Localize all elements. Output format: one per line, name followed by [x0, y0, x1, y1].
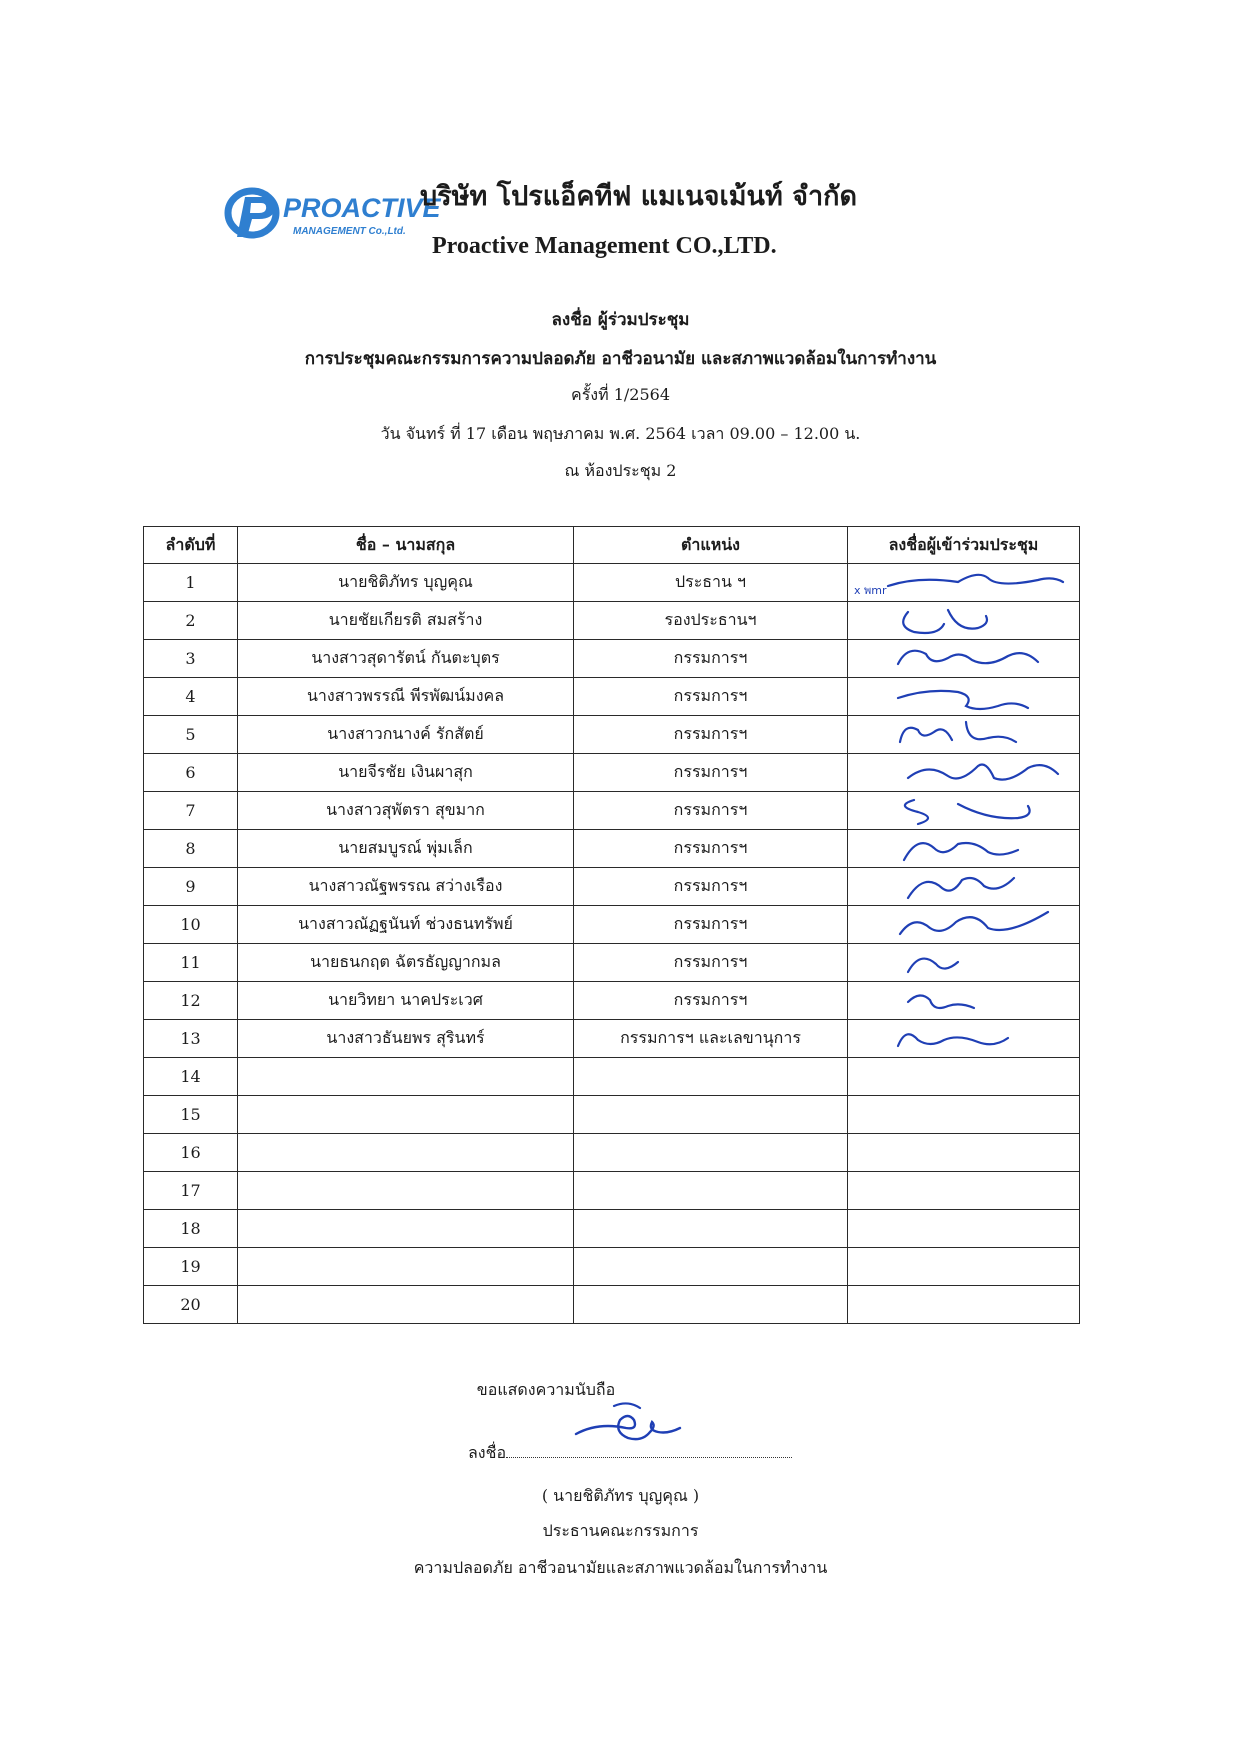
attendee-name: นางสาวสุดารัตน์ กันตะบุตร [238, 640, 574, 678]
table-row [144, 640, 1080, 678]
row-number: 3 [144, 640, 238, 678]
table-row [144, 868, 1080, 906]
signature-cell [848, 944, 1080, 982]
table-row [144, 564, 1080, 602]
col-header-signature: ลงชื่อผู้เข้าร่วมประชุม [848, 527, 1080, 564]
row-number: 13 [144, 1020, 238, 1058]
attendee-name: นายธนกฤต ฉัตรธัญญากมล [238, 944, 574, 982]
attendee-position: ประธาน ฯ [574, 564, 848, 602]
col-header-no: ลำดับที่ [144, 527, 238, 564]
handwritten-signature [848, 716, 1080, 753]
row-number: 18 [144, 1210, 238, 1248]
attendee-position: กรรมการฯ [574, 906, 848, 944]
handwritten-signature [848, 944, 1080, 981]
attendee-position [574, 1172, 848, 1210]
company-logo [225, 183, 441, 241]
attendee-position: กรรมการฯ [574, 792, 848, 830]
table-row [144, 754, 1080, 792]
signature-cell [848, 1096, 1080, 1134]
signature-cell [848, 1286, 1080, 1324]
table-row [144, 716, 1080, 754]
attendee-name: นายวิทยา นาคประเวศ [238, 982, 574, 1020]
attendee-name: นางสาวพรรณี พีรพัฒน์มงคล [238, 678, 574, 716]
signature-cell [848, 716, 1080, 754]
logo-text: PROACTIVE [283, 193, 441, 223]
signature-cell [848, 640, 1080, 678]
row-number: 1 [144, 564, 238, 602]
doc-title: ลงชื่อ ผู้ร่วมประชุม [551, 310, 690, 330]
attendee-position: กรรมการฯ [574, 982, 848, 1020]
handwritten-signature [848, 982, 1080, 1019]
attendee-position [574, 1134, 848, 1172]
signature-cell [848, 792, 1080, 830]
row-number: 17 [144, 1172, 238, 1210]
meeting-name: การประชุมคณะกรรมการความปลอดภัย อาชีวอนามัย และสภาพแวดล้อมในการทำงาน [304, 349, 937, 369]
col-header-position: ตำแหน่ง [574, 527, 848, 564]
handwritten-signature [848, 792, 1080, 829]
meeting-datetime: วัน จันทร์ ที่ 17 เดือน พฤษภาคม พ.ศ. 2564 เวลา 09.00 – 12.00 น. [380, 424, 861, 443]
attendee-position: กรรมการฯ [574, 754, 848, 792]
table-row [144, 1210, 1080, 1248]
row-number: 5 [144, 716, 238, 754]
logo-subtext: MANAGEMENT Co.,Ltd. [293, 226, 406, 237]
attendee-position: รองประธานฯ [574, 602, 848, 640]
signature-cell [848, 754, 1080, 792]
attendee-name: นางสาวธันยพร สุรินทร์ [238, 1020, 574, 1058]
table-row [144, 1134, 1080, 1172]
table-row [144, 678, 1080, 716]
handwritten-signature [848, 1020, 1080, 1057]
handwritten-signature [848, 602, 1080, 639]
row-number: 8 [144, 830, 238, 868]
row-number: 14 [144, 1058, 238, 1096]
signature-cell [848, 564, 1080, 602]
signature-cell [848, 830, 1080, 868]
signer-committee: ความปลอดภัย อาชีวอนามัยและสภาพแวดล้อมในการทำงาน [413, 1558, 828, 1577]
company-name-english: Proactive Management CO.,LTD. [432, 233, 777, 259]
meeting-number: ครั้งที่ 1/2564 [570, 385, 671, 404]
row-number: 4 [144, 678, 238, 716]
attendee-position: กรรมการฯ [574, 944, 848, 982]
row-number: 2 [144, 602, 238, 640]
signature-cell [848, 678, 1080, 716]
table-row [144, 1286, 1080, 1324]
table-row [144, 906, 1080, 944]
attendee-name: นางสาวกนางค์ รักสัตย์ [238, 716, 574, 754]
row-number: 20 [144, 1286, 238, 1324]
handwritten-signature [848, 564, 1080, 601]
table-row [144, 602, 1080, 640]
handwritten-signature [848, 640, 1080, 677]
row-number: 11 [144, 944, 238, 982]
table-row [144, 1248, 1080, 1286]
row-number: 15 [144, 1096, 238, 1134]
attendee-position [574, 1210, 848, 1248]
handwritten-signature [848, 678, 1080, 715]
handwritten-signature [848, 906, 1080, 943]
handwritten-signature [848, 754, 1080, 791]
table-row [144, 1096, 1080, 1134]
attendee-name [238, 1134, 574, 1172]
signature-cell [848, 1058, 1080, 1096]
signature-cell [848, 906, 1080, 944]
attendee-position: กรรมการฯ [574, 868, 848, 906]
row-number: 6 [144, 754, 238, 792]
meeting-location: ณ ห้องประชุม 2 [564, 461, 677, 480]
row-number: 10 [144, 906, 238, 944]
row-number: 16 [144, 1134, 238, 1172]
signature-cell [848, 1134, 1080, 1172]
attendee-name: นางสาวสุพัตรา สุขมาก [238, 792, 574, 830]
attendee-name [238, 1058, 574, 1096]
attendee-position: กรรมการฯ [574, 716, 848, 754]
sign-label: ลงชื่อ [468, 1443, 507, 1462]
handwritten-signature [848, 868, 1080, 905]
signer-name: ( นายชิติภัทร บุญคุณ ) [541, 1486, 700, 1505]
attendee-name [238, 1286, 574, 1324]
attendee-position: กรรมการฯ และเลขานุการ [574, 1020, 848, 1058]
attendee-name [238, 1210, 574, 1248]
attendee-position: กรรมการฯ [574, 640, 848, 678]
signature-cell [848, 1210, 1080, 1248]
row-number: 12 [144, 982, 238, 1020]
attendee-name: นายจีรชัย เงินผาสุก [238, 754, 574, 792]
attendee-name: นางสาวณัฏฐนันท์ ช่วงธนทรัพย์ [238, 906, 574, 944]
signer-title: ประธานคณะกรรมการ [542, 1521, 699, 1540]
attendee-name [238, 1248, 574, 1286]
attendee-name: นายสมบูรณ์ พุ่มเล็ก [238, 830, 574, 868]
attendance-table [143, 526, 1080, 1324]
signature-cell [848, 602, 1080, 640]
row-number: 7 [144, 792, 238, 830]
signature-cell [848, 1248, 1080, 1286]
signature-cell [848, 868, 1080, 906]
attendee-position [574, 1248, 848, 1286]
table-row [144, 830, 1080, 868]
signature-cell [848, 1172, 1080, 1210]
attendee-name: นายชัยเกียรติ สมสร้าง [238, 602, 574, 640]
attendee-position [574, 1096, 848, 1134]
table-row [144, 982, 1080, 1020]
row-number: 19 [144, 1248, 238, 1286]
attendee-name [238, 1172, 574, 1210]
signature-cell [848, 1020, 1080, 1058]
attendee-position [574, 1058, 848, 1096]
col-header-name: ชื่อ – นามสกุล [238, 527, 574, 564]
attendee-position: กรรมการฯ [574, 830, 848, 868]
closing-regards: ขอแสดงความนับถือ [476, 1380, 616, 1399]
handwritten-signature [848, 830, 1080, 867]
attendee-name [238, 1096, 574, 1134]
attendee-position: กรรมการฯ [574, 678, 848, 716]
table-row [144, 1172, 1080, 1210]
company-name-thai: บริษัท โปรแอ็คทีฟ แมเนจเม้นท์ จำกัด [420, 181, 858, 212]
signature-cell [848, 982, 1080, 1020]
table-row [144, 944, 1080, 982]
table-row [144, 1058, 1080, 1096]
signature-note: x พmr [854, 584, 887, 597]
chair-signature [568, 1392, 688, 1452]
table-row [144, 1020, 1080, 1058]
table-row [144, 792, 1080, 830]
attendee-name: นางสาวณัฐพรรณ สว่างเรือง [238, 868, 574, 906]
attendee-position [574, 1286, 848, 1324]
table-header-row [144, 527, 1080, 564]
attendee-name: นายชิติภัทร บุญคุณ [238, 564, 574, 602]
row-number: 9 [144, 868, 238, 906]
